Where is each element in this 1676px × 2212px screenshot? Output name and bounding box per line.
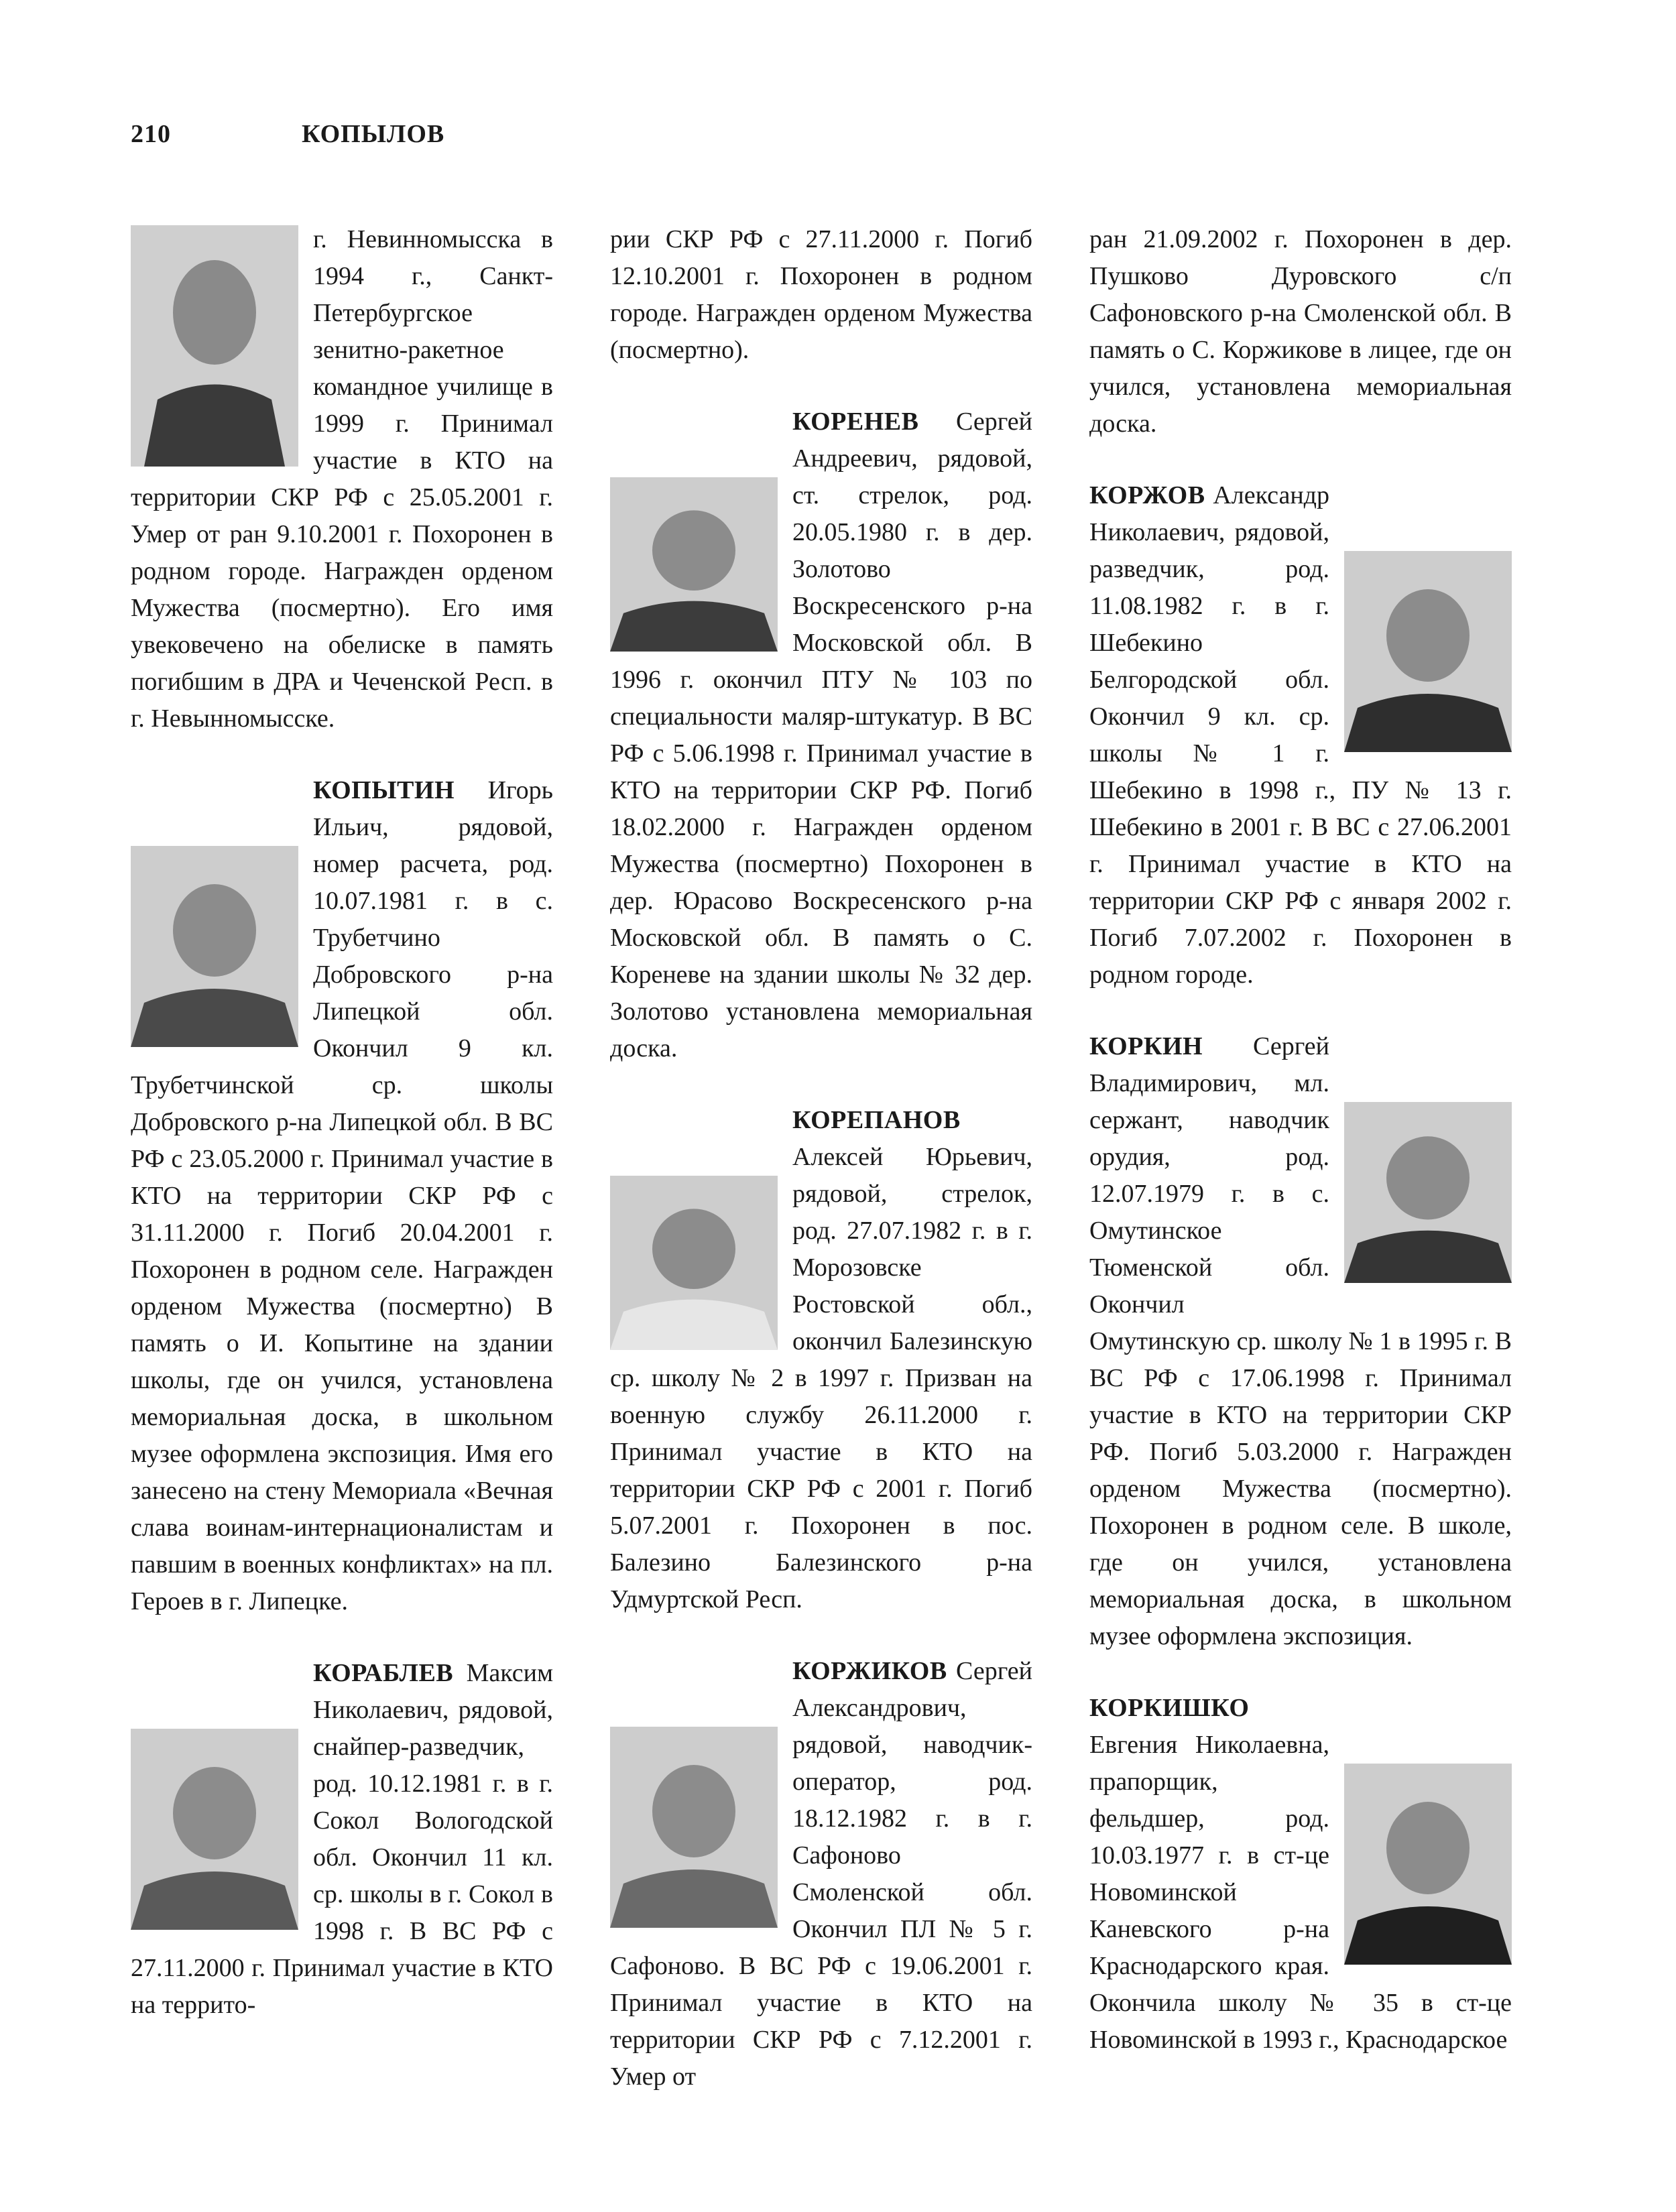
entry-text: Максим Николаевич, рядовой, снайпер-разведчик, род. 10.12.1981 г. в г. Сокол Вологодской обл. Окончил 11 кл. ср. школы в г. Сокол в 1998 г. В ВС РФ с 27.11.2000 г. Принимал участие в КТО на террито-: [131, 1659, 553, 2019]
entry-surname: КОРЖИКОВ: [792, 1657, 947, 1685]
entry-surname: КОПЫТИН: [313, 776, 455, 804]
portrait-photo-korkishko: [1344, 1764, 1512, 1965]
entry-surname: КОРЕНЕВ: [792, 408, 919, 436]
entry-text: Сергей Александрович, рядовой, наводчик-оператор, род. 18.12.1982 г. в г. Сафоново Смоленской обл. Окончил ПЛ № 5 г. Сафоново. В ВС РФ с 19.06.2001 г. Принимал участие в КТО на территории СКР РФ с 7.12.2001 г. Умер от: [610, 1657, 1032, 2091]
portrait-photo-korzhikov: [610, 1727, 778, 1928]
portrait-photo-korenev: [610, 477, 778, 652]
entry-text: Игорь Ильич, рядовой, номер расчета, род. 10.07.1981 г. в с. Трубетчино Добровского р-на Липецкой обл. Окончил 9 кл. Трубетчинской ср. школы Добровского р-на Липецкой обл. В ВС РФ с 23.05.2000 г. Принимал участие в КТО на территории СКР РФ с 31.11.2000 г. Погиб 20.04.2001 г. Похоронен в родном селе. Награжден орденом Мужества (посмертно) В память о И. Копытине на здании школы, где он учился, установлена мемориальная доска, в школьном музее оформлена экспозиция. Имя его занесено на стену Мемориала «Вечная слава воинам-интернационалистам и павшим в военных конфликтах» на пл. Героев в г. Липецке.: [131, 776, 553, 1615]
entry-surname: КОРЕПАНОВ: [792, 1106, 961, 1134]
portrait-photo-korkin: [1344, 1102, 1512, 1283]
entry-text: Александр Николаевич, рядовой, разведчик, род. 11.08.1982 г. в г. Шебекино Белгородской обл. Окончил 9 кл. ср. школы № 1 г. Шебекино в 1998 г., ПУ № 13 г. Шебекино в 2001 г. В ВС с 27.06.2001 г. Принимал участие в КТО на территории СКР РФ с января 2002 г. Погиб 7.07.2002 г. Похоронен в родном городе.: [1089, 481, 1512, 989]
entry-text: ран 21.09.2002 г. Похоронен в дер. Пушково Дуровского с/п Сафоновского р-на Смоленской обл. В память о С. Коржикове в лицее, где он учился, установлена мемориальная доска.: [1089, 225, 1512, 438]
entry-korablev-continued: [610, 221, 1032, 369]
entry-text: Сергей Андреевич, рядовой, ст. стрелок, род. 20.05.1980 г. в дер. Золотово Воскресенского р-на Московской обл. В 1996 г. окончил ПТУ № 103 по специальности маляр-штукатур. В ВС РФ с 5.06.1998 г. Принимал участие в КТО на территории СКР РФ. Погиб 18.02.2000 г. Награжден орденом Мужества (посмертно) Похоронен в дер. Юрасово Воскресенского р-на Московской обл. В память о С. Кореневе на здании школы № 32 дер. Золотово установлена мемориальная доска.: [610, 408, 1032, 1062]
column-3: [1089, 221, 1512, 2093]
entry-korzhikov: [610, 1653, 1032, 2095]
entry-surname: КОРКИШКО: [1089, 1694, 1250, 1722]
entry-kopylov-continued: [131, 221, 553, 737]
column-1: [131, 221, 553, 2059]
entry-korenev: [610, 404, 1032, 1067]
entry-text: Евгения Николаевна, прапорщик, фельдшер, род. 10.03.1977 г. в ст-це Новоминской Каневского р-на Краснодарского края. Окончила школу № 35 в ст-це Новоминской в 1993 г., Краснодарское: [1089, 1731, 1512, 2054]
entry-surname: КОРКИН: [1089, 1032, 1203, 1060]
entry-text: Алексей Юрьевич, рядовой, стрелок, род. 27.07.1982 г. в г. Морозовске Ростовской обл., окончил Балезинскую ср. школу № 2 в 1997 г. Призван на военную службу 26.11.2000 г. Принимал участие в КТО на территории СКР РФ с 2001 г. Погиб 5.07.2001 г. Похоронен в пос. Балезино Балезинского р-на Удмуртской Респ.: [610, 1143, 1032, 1613]
entry-korablev: [131, 1655, 553, 2024]
entry-korzhov: [1089, 477, 1512, 993]
portrait-photo-korepanov: [610, 1176, 778, 1350]
page-number: 210: [131, 120, 171, 148]
entry-text: Сергей Владимирович, мл. сержант, наводчик орудия, род. 12.07.1979 г. в с. Омутинское Тюменской обл. Окончил Омутинскую ср. школу № 1 в 1995 г. В ВС РФ с 17.06.1998 г. Принимал участие в КТО на территории СКР РФ. Погиб 5.03.2000 г. Награжден орденом Мужества (посмертно). Похоронен в родном селе. В школе, где он учился, установлена мемориальная доска, в школьном музее оформлена экспозиция.: [1089, 1032, 1512, 1650]
entry-surname: КОРЖОВ: [1089, 481, 1205, 509]
portrait-photo-kopytin: [131, 846, 298, 1047]
portrait-photo-kopylov: [131, 225, 298, 467]
entry-korepanov: [610, 1102, 1032, 1618]
entry-surname: КОРАБЛЕВ: [313, 1659, 454, 1687]
running-title: КОПЫЛОВ: [302, 120, 445, 148]
portrait-photo-korablev: [131, 1729, 298, 1930]
entry-kopytin: [131, 772, 553, 1620]
page-header: [131, 119, 444, 149]
entry-korkin: [1089, 1028, 1512, 1655]
column-2: [610, 221, 1032, 2130]
entry-korzhikov-continued: [1089, 221, 1512, 442]
entry-text: рии СКР РФ с 27.11.2000 г. Погиб 12.10.2001 г. Похоронен в родном городе. Награжден орденом Мужества (посмертно).: [610, 225, 1032, 364]
entry-korkishko: [1089, 1690, 1512, 2059]
portrait-photo-korzhov: [1344, 551, 1512, 752]
entry-text: г. Невинномысска в 1994 г., Санкт-Петербургское зенитно-ракетное командное училище в 1999 г. Принимал участие в КТО на территории СКР РФ с 25.05.2001 г. Умер от ран 9.10.2001 г. Похоронен в родном городе. Награжден орденом Мужества (посмертно). Его имя увековечено на обелиске в память погибшим в ДРА и Чеченской Респ. в г. Невынномысске.: [131, 225, 553, 733]
